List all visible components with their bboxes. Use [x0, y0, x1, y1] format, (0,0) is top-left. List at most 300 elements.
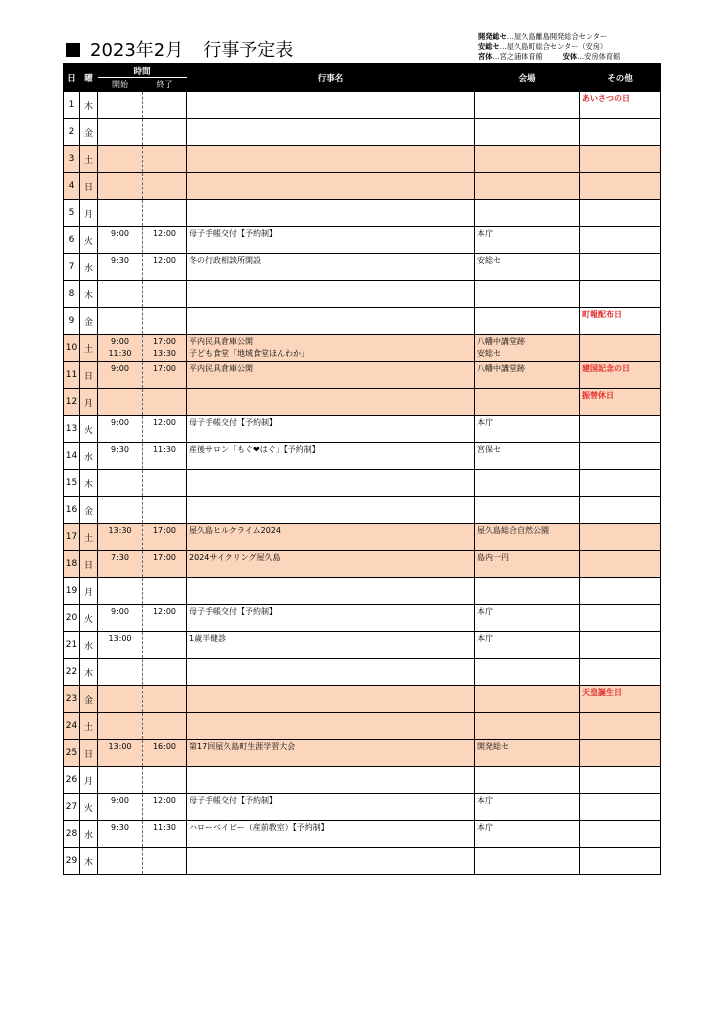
- end-time-cell: [143, 362, 187, 389]
- note-cell: [580, 740, 661, 767]
- weekday-cell: 日: [80, 173, 98, 200]
- weekday-cell: 水: [80, 254, 98, 281]
- start-time-cell: [98, 632, 143, 659]
- weekday-cell: 火: [80, 794, 98, 821]
- event-cell: [187, 335, 475, 362]
- legend-desc: …屋久島離島開発総合センター: [506, 32, 608, 41]
- event-cell: [187, 767, 475, 794]
- end-time-cell-line: 12:00: [152, 796, 177, 805]
- start-time-cell: [98, 362, 143, 389]
- event-cell-line: 平内民具倉庫公開: [189, 337, 254, 346]
- weekday-cell: 水: [80, 632, 98, 659]
- header-end: 終了: [143, 78, 187, 92]
- start-time-cell: [98, 308, 143, 335]
- legend-abbr: 安体: [562, 52, 578, 61]
- venue-cell: [475, 119, 580, 146]
- venue-cell-line: 安総セ: [477, 349, 502, 358]
- event-cell: [187, 227, 475, 254]
- venue-cell: [475, 524, 580, 551]
- note-cell: [580, 443, 661, 470]
- note-cell: 建国記念の日: [580, 362, 661, 389]
- event-cell: [187, 281, 475, 308]
- event-cell: [187, 119, 475, 146]
- weekday-cell: 日: [80, 740, 98, 767]
- start-time-cell-line: 9:00: [111, 364, 129, 373]
- legend-desc: …屋久島町総合センター（安房）: [499, 42, 608, 51]
- table-row: [64, 632, 661, 659]
- note-cell: [580, 821, 661, 848]
- event-cell: [187, 794, 475, 821]
- venue-cell: [475, 551, 580, 578]
- end-time-cell-line: 17:00: [152, 553, 177, 562]
- event-cell: [187, 92, 475, 119]
- event-cell: [187, 362, 475, 389]
- day-cell: 21: [64, 632, 80, 659]
- table-row: [64, 146, 661, 173]
- weekday-cell: 月: [80, 200, 98, 227]
- header-dow: 曜: [80, 64, 98, 92]
- day-cell: 1: [64, 92, 80, 119]
- end-time-cell-line: 11:30: [152, 823, 177, 832]
- end-time-cell-line: 17:00: [152, 337, 177, 346]
- schedule-body: [64, 92, 661, 875]
- end-time-cell: [143, 119, 187, 146]
- table-row: [64, 794, 661, 821]
- table-row: [64, 767, 661, 794]
- event-cell-line: 母子手帳交付【予約制】: [189, 229, 278, 238]
- event-cell: [187, 713, 475, 740]
- venue-cell: [475, 767, 580, 794]
- event-cell: [187, 524, 475, 551]
- start-time-cell: [98, 416, 143, 443]
- start-time-cell-line: 13:00: [108, 634, 132, 643]
- venue-cell: [475, 659, 580, 686]
- note-cell: あいさつの日: [580, 92, 661, 119]
- start-time-cell-line: 9:00: [111, 337, 129, 346]
- event-cell: [187, 605, 475, 632]
- event-cell-line: 平内民具倉庫公開: [189, 364, 254, 373]
- end-time-cell-line: 12:00: [152, 256, 177, 265]
- end-time-cell: [143, 254, 187, 281]
- end-time-cell: [143, 335, 187, 362]
- start-time-cell-line: 9:00: [111, 607, 129, 616]
- table-row: [64, 605, 661, 632]
- venue-cell: [475, 821, 580, 848]
- header-other: その他: [580, 64, 661, 92]
- event-cell: [187, 416, 475, 443]
- table-row: [64, 821, 661, 848]
- start-time-cell: [98, 848, 143, 875]
- day-cell: 28: [64, 821, 80, 848]
- event-cell: [187, 848, 475, 875]
- note-cell: [580, 119, 661, 146]
- day-cell: 26: [64, 767, 80, 794]
- table-row: [64, 281, 661, 308]
- start-time-cell-line: 13:00: [108, 742, 132, 751]
- day-cell: 16: [64, 497, 80, 524]
- end-time-cell: [143, 173, 187, 200]
- day-cell: 19: [64, 578, 80, 605]
- day-cell: 11: [64, 362, 80, 389]
- venue-cell-line: 本庁: [477, 607, 494, 616]
- weekday-cell: 土: [80, 524, 98, 551]
- table-row: [64, 254, 661, 281]
- day-cell: 2: [64, 119, 80, 146]
- end-time-cell: [143, 713, 187, 740]
- start-time-cell-line: 9:30: [111, 256, 129, 265]
- venue-cell-line: 八幡中講堂跡: [477, 337, 526, 346]
- weekday-cell: 土: [80, 335, 98, 362]
- end-time-cell: [143, 821, 187, 848]
- note-cell: [580, 281, 661, 308]
- start-time-cell: [98, 470, 143, 497]
- end-time-cell: [143, 605, 187, 632]
- weekday-cell: 金: [80, 497, 98, 524]
- weekday-cell: 火: [80, 605, 98, 632]
- start-time-cell: [98, 92, 143, 119]
- weekday-cell: 日: [80, 362, 98, 389]
- header-time: 時間: [98, 64, 187, 78]
- weekday-cell: 金: [80, 308, 98, 335]
- start-time-cell: [98, 605, 143, 632]
- table-row: [64, 686, 661, 713]
- venue-cell: [475, 200, 580, 227]
- event-cell: [187, 146, 475, 173]
- end-time-cell: [143, 200, 187, 227]
- weekday-cell: 火: [80, 227, 98, 254]
- event-cell: [187, 659, 475, 686]
- start-time-cell: [98, 335, 143, 362]
- start-time-cell-line: 9:00: [111, 418, 129, 427]
- event-cell-line: 子ども食堂「地域食堂ほんわか」: [189, 349, 310, 358]
- start-time-cell-line: 9:30: [111, 445, 129, 454]
- start-time-cell-line: 11:30: [108, 349, 132, 358]
- venue-cell: [475, 308, 580, 335]
- table-row: [64, 659, 661, 686]
- venue-cell: [475, 848, 580, 875]
- weekday-cell: 木: [80, 659, 98, 686]
- end-time-cell: [143, 416, 187, 443]
- title-main: 行事予定表: [203, 40, 294, 61]
- table-row: [64, 308, 661, 335]
- venue-cell: [475, 794, 580, 821]
- start-time-cell: [98, 497, 143, 524]
- start-time-cell: [98, 173, 143, 200]
- start-time-cell: [98, 119, 143, 146]
- header-event: 行事名: [187, 64, 475, 92]
- table-row: [64, 416, 661, 443]
- start-time-cell: [98, 551, 143, 578]
- legend-abbr: 宮体: [478, 52, 493, 61]
- day-cell: 5: [64, 200, 80, 227]
- day-cell: 3: [64, 146, 80, 173]
- note-cell: [580, 551, 661, 578]
- header-day: 日: [64, 64, 80, 92]
- end-time-cell: [143, 794, 187, 821]
- weekday-cell: 金: [80, 119, 98, 146]
- weekday-cell: 土: [80, 713, 98, 740]
- end-time-cell: [143, 767, 187, 794]
- end-time-cell: [143, 497, 187, 524]
- weekday-cell: 木: [80, 92, 98, 119]
- title-month: 2023年2月: [90, 40, 184, 61]
- event-cell: [187, 254, 475, 281]
- weekday-cell: 火: [80, 416, 98, 443]
- weekday-cell: 水: [80, 821, 98, 848]
- event-cell: [187, 686, 475, 713]
- end-time-cell: [143, 92, 187, 119]
- venue-cell: [475, 497, 580, 524]
- venue-cell-line: 島内一円: [477, 553, 510, 562]
- event-cell: [187, 632, 475, 659]
- weekday-cell: 木: [80, 470, 98, 497]
- day-cell: 15: [64, 470, 80, 497]
- note-cell: [580, 578, 661, 605]
- table-row: [64, 119, 661, 146]
- note-cell: [580, 497, 661, 524]
- legend-row: [478, 32, 620, 42]
- start-time-cell: [98, 794, 143, 821]
- event-cell: [187, 470, 475, 497]
- note-cell: [580, 470, 661, 497]
- venue-cell: [475, 713, 580, 740]
- venue-cell: [475, 281, 580, 308]
- venue-cell: [475, 227, 580, 254]
- note-cell: [580, 794, 661, 821]
- table-row: [64, 200, 661, 227]
- day-cell: 17: [64, 524, 80, 551]
- end-time-cell: [143, 740, 187, 767]
- end-time-cell-line: 12:00: [152, 418, 177, 427]
- event-cell-line: 産後サロン「もぐ❤はぐ」【予約制】: [189, 445, 320, 454]
- header-row: [64, 64, 661, 78]
- start-time-cell: [98, 254, 143, 281]
- end-time-cell-line: 17:00: [152, 364, 177, 373]
- schedule-table: [63, 63, 661, 875]
- end-time-cell: [143, 632, 187, 659]
- end-time-cell: [143, 389, 187, 416]
- table-row: [64, 362, 661, 389]
- note-cell: [580, 632, 661, 659]
- venue-cell: [475, 362, 580, 389]
- note-cell: [580, 227, 661, 254]
- venue-cell: [475, 416, 580, 443]
- weekday-cell: 月: [80, 767, 98, 794]
- table-row: [64, 497, 661, 524]
- start-time-cell: [98, 389, 143, 416]
- venue-cell-line: 八幡中講堂跡: [477, 364, 526, 373]
- event-cell-line: 1歳半健診: [189, 634, 227, 643]
- end-time-cell: [143, 578, 187, 605]
- start-time-cell-line: 9:00: [111, 796, 129, 805]
- note-cell: [580, 335, 661, 362]
- end-time-cell-line: 16:00: [152, 742, 177, 751]
- event-cell-line: 第17回屋久島町生涯学習大会: [189, 742, 296, 751]
- venue-cell-line: 本庁: [477, 634, 494, 643]
- event-cell-line: ハローベイビー（産前教室）【予約制】: [189, 823, 329, 832]
- start-time-cell-line: 9:00: [111, 229, 129, 238]
- end-time-cell: [143, 281, 187, 308]
- table-row: [64, 173, 661, 200]
- day-cell: 27: [64, 794, 80, 821]
- start-time-cell: [98, 713, 143, 740]
- day-cell: 25: [64, 740, 80, 767]
- event-cell-line: 母子手帳交付【予約制】: [189, 796, 278, 805]
- note-cell: [580, 713, 661, 740]
- header-venue: 会場: [475, 64, 580, 92]
- event-cell-line: 冬の行政相談所開設: [189, 256, 262, 265]
- legend-abbr: 開発総セ: [478, 32, 507, 41]
- end-time-cell: [143, 551, 187, 578]
- end-time-cell: [143, 308, 187, 335]
- end-time-cell: [143, 470, 187, 497]
- venue-cell: [475, 578, 580, 605]
- day-cell: 23: [64, 686, 80, 713]
- weekday-cell: 木: [80, 848, 98, 875]
- weekday-cell: 月: [80, 578, 98, 605]
- start-time-cell: [98, 146, 143, 173]
- weekday-cell: 金: [80, 686, 98, 713]
- event-cell: [187, 173, 475, 200]
- day-cell: 7: [64, 254, 80, 281]
- venue-cell: [475, 443, 580, 470]
- event-cell: [187, 497, 475, 524]
- day-cell: 24: [64, 713, 80, 740]
- start-time-cell: [98, 227, 143, 254]
- day-cell: 18: [64, 551, 80, 578]
- start-time-cell: [98, 767, 143, 794]
- end-time-cell: [143, 659, 187, 686]
- legend-abbr: 安総セ: [478, 42, 500, 51]
- event-cell-line: 2024サイクリング屋久島: [189, 553, 281, 562]
- weekday-cell: 木: [80, 281, 98, 308]
- note-cell: [580, 416, 661, 443]
- legend-desc: …安房体育館: [577, 52, 621, 61]
- note-cell: [580, 767, 661, 794]
- end-time-cell-line: 17:00: [152, 526, 177, 535]
- note-cell: [580, 848, 661, 875]
- venue-cell: [475, 686, 580, 713]
- table-row: [64, 713, 661, 740]
- event-cell: [187, 443, 475, 470]
- event-cell: [187, 578, 475, 605]
- end-time-cell-line: 12:00: [152, 607, 177, 616]
- start-time-cell: [98, 443, 143, 470]
- table-row: [64, 740, 661, 767]
- venue-cell: [475, 335, 580, 362]
- square-bullet-icon: [66, 43, 80, 57]
- start-time-cell: [98, 659, 143, 686]
- event-cell-line: 母子手帳交付【予約制】: [189, 607, 278, 616]
- day-cell: 6: [64, 227, 80, 254]
- table-row: [64, 848, 661, 875]
- legend-row: [478, 42, 620, 52]
- event-cell: [187, 200, 475, 227]
- end-time-cell: [143, 227, 187, 254]
- start-time-cell: [98, 524, 143, 551]
- note-cell: [580, 200, 661, 227]
- end-time-cell: [143, 443, 187, 470]
- table-row: [64, 578, 661, 605]
- event-cell: [187, 389, 475, 416]
- day-cell: 20: [64, 605, 80, 632]
- page-title: [66, 36, 293, 62]
- start-time-cell: [98, 740, 143, 767]
- event-cell-line: 母子手帳交付【予約制】: [189, 418, 278, 427]
- end-time-cell: [143, 686, 187, 713]
- start-time-cell: [98, 686, 143, 713]
- note-cell: [580, 659, 661, 686]
- note-cell: [580, 524, 661, 551]
- weekday-cell: 水: [80, 443, 98, 470]
- end-time-cell-line: 12:00: [152, 229, 177, 238]
- header-start: 開始: [98, 78, 143, 92]
- venue-cell: [475, 389, 580, 416]
- start-time-cell-line: 13:30: [108, 526, 132, 535]
- day-cell: 14: [64, 443, 80, 470]
- venue-cell-line: 本庁: [477, 796, 494, 805]
- day-cell: 22: [64, 659, 80, 686]
- venue-cell: [475, 173, 580, 200]
- weekday-cell: 土: [80, 146, 98, 173]
- table-row: [64, 389, 661, 416]
- end-time-cell-line: 13:30: [152, 349, 177, 358]
- event-cell-line: 屋久島ヒルクライム2024: [189, 526, 281, 535]
- day-cell: 10: [64, 335, 80, 362]
- end-time-cell: [143, 524, 187, 551]
- day-cell: 12: [64, 389, 80, 416]
- end-time-cell: [143, 848, 187, 875]
- table-row: [64, 227, 661, 254]
- venue-cell-line: 本庁: [477, 229, 494, 238]
- table-row: [64, 335, 661, 362]
- legend-row: [478, 52, 620, 62]
- note-cell: [580, 146, 661, 173]
- start-time-cell: [98, 821, 143, 848]
- start-time-cell-line: 9:30: [111, 823, 129, 832]
- day-cell: 4: [64, 173, 80, 200]
- weekday-cell: 月: [80, 389, 98, 416]
- venue-cell: [475, 146, 580, 173]
- venue-cell: [475, 605, 580, 632]
- venue-cell-line: 本庁: [477, 823, 494, 832]
- day-cell: 9: [64, 308, 80, 335]
- venue-legend: [478, 32, 620, 62]
- note-cell: [580, 254, 661, 281]
- venue-cell-line: 本庁: [477, 418, 494, 427]
- table-row: [64, 551, 661, 578]
- event-cell: [187, 821, 475, 848]
- venue-cell: [475, 92, 580, 119]
- table-row: [64, 443, 661, 470]
- start-time-cell: [98, 281, 143, 308]
- day-cell: 13: [64, 416, 80, 443]
- weekday-cell: 日: [80, 551, 98, 578]
- venue-cell-line: 開発総セ: [477, 742, 510, 751]
- legend-desc: …宮之浦体育館: [492, 52, 543, 61]
- venue-cell: [475, 632, 580, 659]
- note-cell: 天皇誕生日: [580, 686, 661, 713]
- note-cell: [580, 605, 661, 632]
- end-time-cell-line: 11:30: [152, 445, 177, 454]
- start-time-cell: [98, 200, 143, 227]
- venue-cell-line: 安総セ: [477, 256, 502, 265]
- venue-cell: [475, 470, 580, 497]
- venue-cell: [475, 740, 580, 767]
- day-cell: 29: [64, 848, 80, 875]
- table-row: [64, 92, 661, 119]
- note-cell: [580, 173, 661, 200]
